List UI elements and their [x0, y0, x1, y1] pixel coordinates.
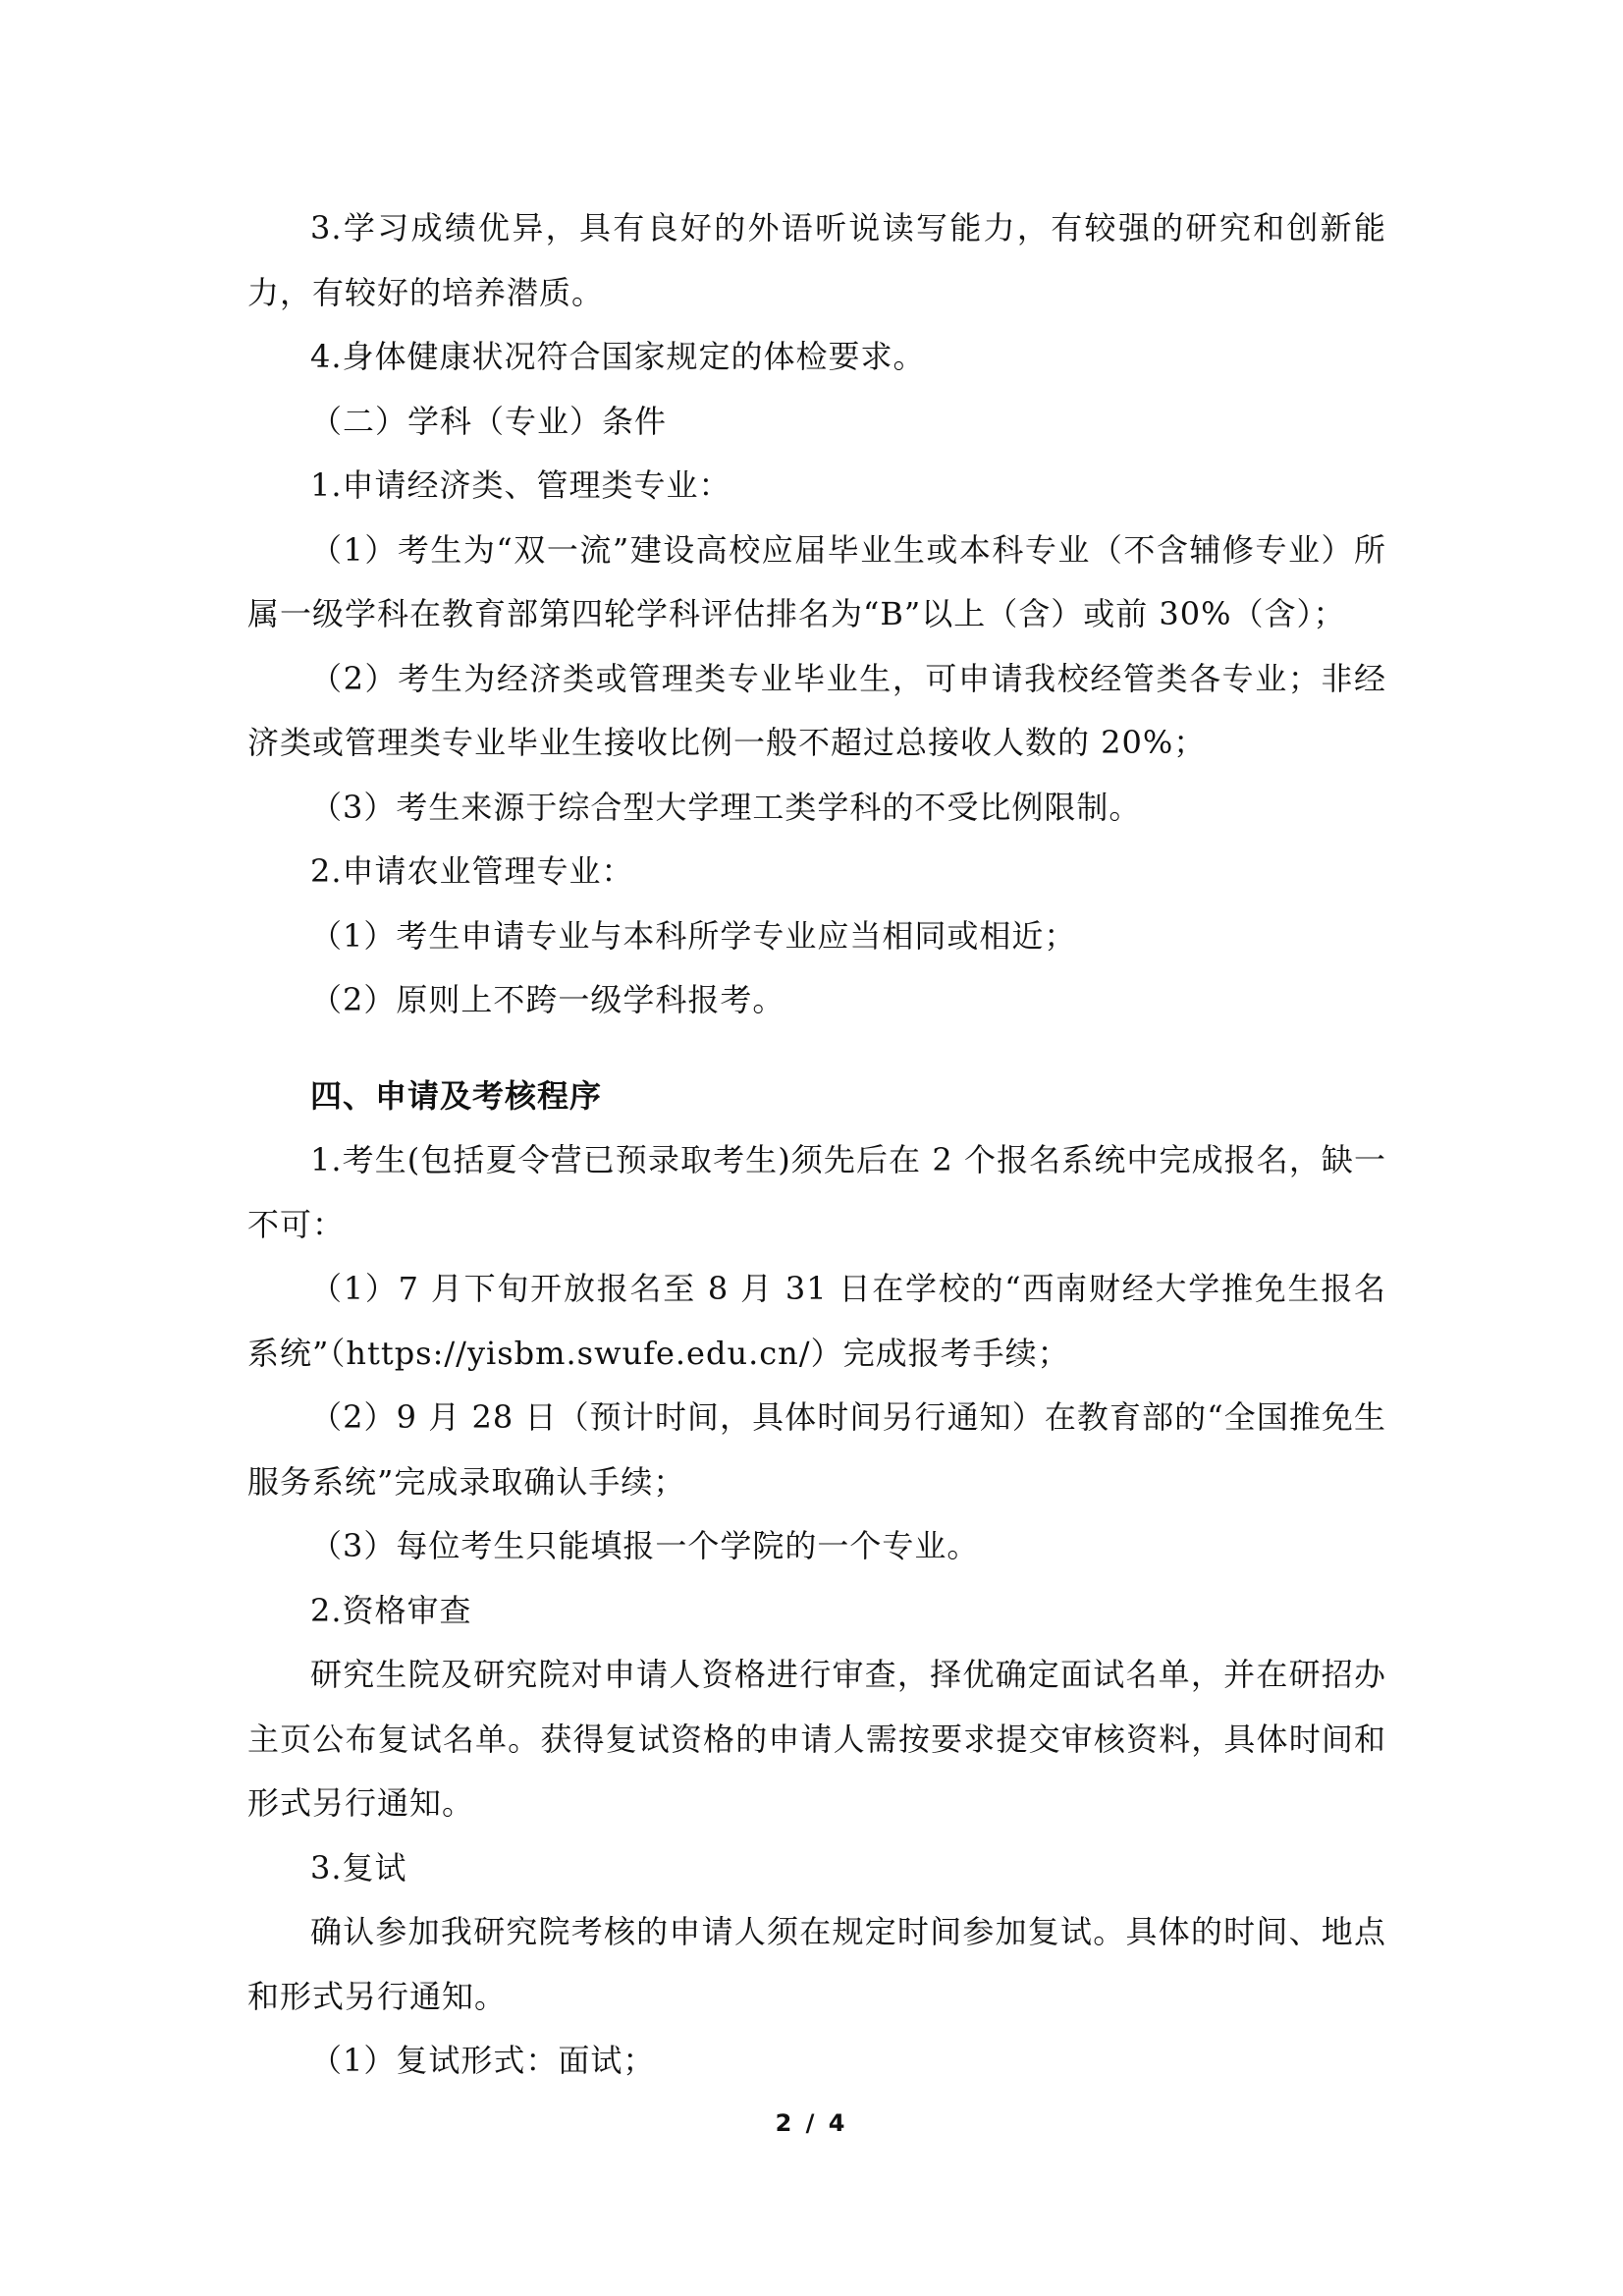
page-number: 2 / 4	[775, 2109, 848, 2137]
paragraph-academic-performance: 3.学习成绩优异，具有良好的外语听说读写能力，有较强的研究和创新能力，有较好的培养潜质。	[247, 209, 1386, 311]
paragraph-registration-systems: 1.考生(包括夏令营已预录取考生)须先后在 2 个报名系统中完成报名，缺一不可：	[247, 1141, 1386, 1243]
section-heading: 四、申请及考核程序	[310, 1076, 603, 1115]
paragraph-double-first-class: （1）考生为“双一流”建设高校应届毕业生或本科专业（不含辅修专业）所属一级学科在教育部第四轮学科评估排名为“B”以上（含）或前 30%（含）；	[247, 530, 1386, 632]
paragraph-retest-details: 确认参加我研究院考核的申请人须在规定时间参加复试。具体的时间、地点和形式另行通知。	[247, 1913, 1386, 2015]
paragraph-retest-format: （1）复试形式：面试；	[310, 2042, 656, 2079]
paragraph-national-confirmation: （2）9 月 28 日（预计时间，具体时间另行通知）在教育部的“全国推免生服务系统”完成录取确认手续；	[247, 1398, 1386, 1501]
paragraph-comprehensive-university: （3）考生来源于综合型大学理工类学科的不受比例限制。	[310, 788, 1142, 826]
paragraph-school-registration: （1）7 月下旬开放报名至 8 月 31 日在学校的“西南财经大学推免生报名系统”（https://yisbm.swufe.edu.cn/）完成报考手续；	[247, 1270, 1386, 1372]
paragraph-agricultural-management: 2.申请农业管理专业：	[310, 852, 634, 890]
paragraph-one-major: （3）每位考生只能填报一个学院的一个专业。	[310, 1527, 980, 1564]
document-body	[247, 196, 1386, 2094]
paragraph-review-details: 研究生院及研究院对申请人资格进行审查，择优确定面试名单，并在研招办主页公布复试名单。获得复试资格的申请人需按要求提交审核资料，具体时间和形式另行通知。	[247, 1656, 1386, 1822]
paragraph-economics-management: 1.申请经济类、管理类专业：	[310, 466, 731, 504]
paragraph-economics-graduates: （2）考生为经济类或管理类专业毕业生，可申请我校经管类各专业；非经济类或管理类专业毕业生接收比例一般不超过总接收人数的 20%；	[247, 659, 1386, 761]
paragraph-same-major: （1）考生申请专业与本科所学专业应当相同或相近；	[310, 916, 1077, 955]
subheading-qualification-review: 2.资格审查	[310, 1591, 472, 1629]
paragraph-health: 4.身体健康状况符合国家规定的体检要求。	[310, 338, 926, 375]
subheading-retest: 3.复试	[310, 1848, 407, 1886]
subheading-discipline-conditions: （二）学科（专业）条件	[310, 402, 668, 440]
paragraph-no-cross-discipline: （2）原则上不跨一级学科报考。	[310, 981, 785, 1018]
